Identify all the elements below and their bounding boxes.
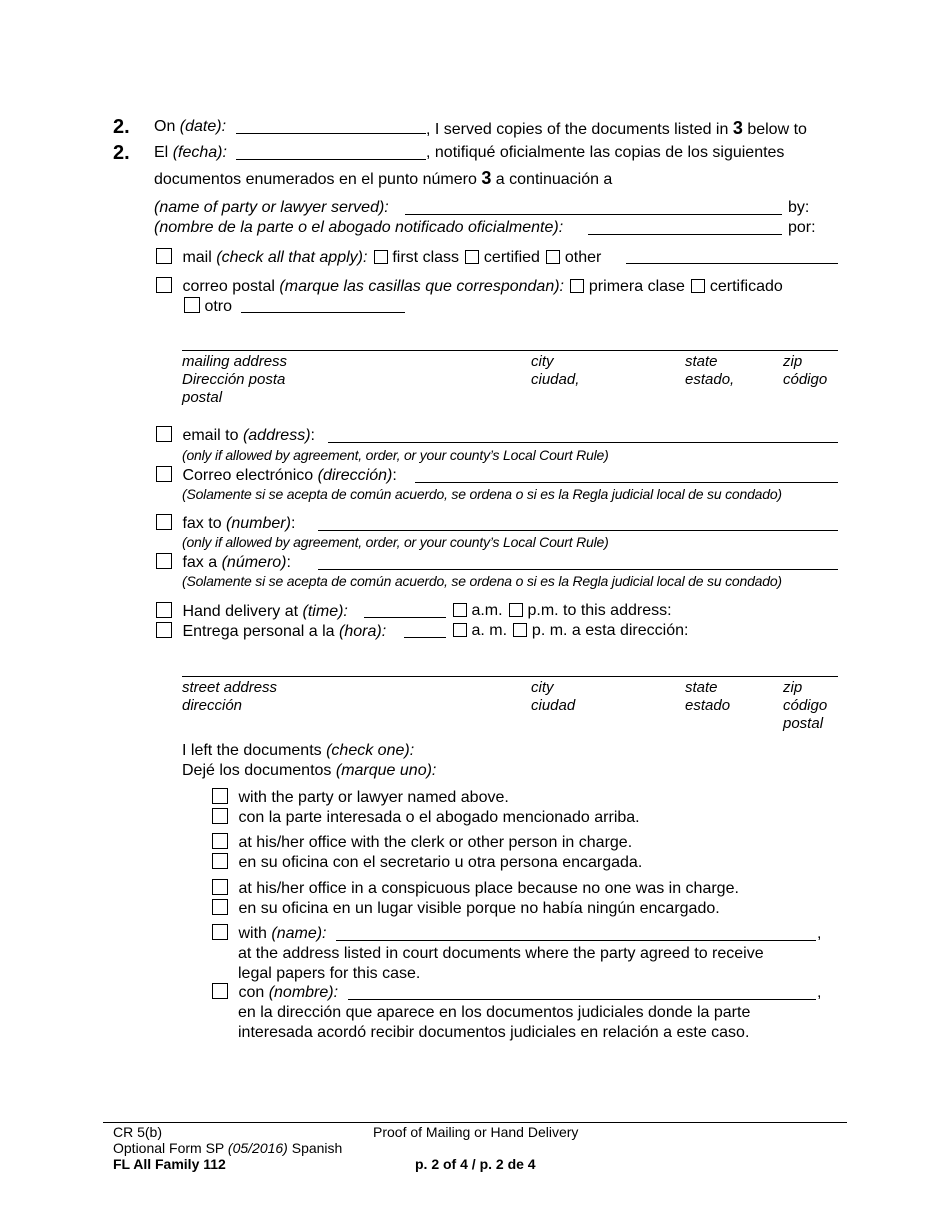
correo-electronico-checkbox[interactable] xyxy=(156,466,172,482)
option-party-es-checkbox[interactable] xyxy=(212,808,228,824)
correo-row xyxy=(156,277,783,296)
mailing-address-es2: postal xyxy=(182,389,223,406)
correo-electronico-field[interactable] xyxy=(415,482,838,483)
certified-label: certified xyxy=(483,249,540,266)
entrega-checkbox[interactable] xyxy=(156,622,172,638)
city-en: city xyxy=(531,353,554,370)
con-label: con xyxy=(238,984,265,1001)
email-field[interactable] xyxy=(328,442,838,443)
continuacion-text: a continuación a xyxy=(495,171,613,188)
mail-checkbox[interactable] xyxy=(156,248,172,264)
pm-checkbox[interactable] xyxy=(509,603,523,617)
hand-delivery-hint: (time): xyxy=(302,603,348,620)
street-zip-label xyxy=(783,679,827,733)
otro-row xyxy=(184,297,232,316)
street-zip-en: zip xyxy=(783,679,803,696)
certified-checkbox[interactable] xyxy=(465,250,479,264)
fecha-label: (fecha): xyxy=(172,144,227,161)
left-docs-en xyxy=(182,742,414,760)
mailing-address-label xyxy=(182,353,287,407)
party-name-field[interactable] xyxy=(405,214,782,215)
street-state-en: state xyxy=(685,679,718,696)
documentos-text: documentos enumerados en el punto número xyxy=(154,171,477,188)
con-nombre-line3: interesada acordó recibir documentos judiciales en relación a este caso. xyxy=(238,1024,750,1041)
hand-delivery-row xyxy=(156,602,348,621)
option-conspicuous-es-label: en su oficina en un lugar visible porque no había ningún encargado. xyxy=(238,900,720,917)
served-copies-text xyxy=(426,118,807,139)
con-nombre-comma: , xyxy=(817,984,822,1001)
email-row: email to (address): xyxy=(156,426,315,445)
fax-a-hint: (número) xyxy=(221,554,287,571)
street-state-es: estado xyxy=(685,697,731,714)
option-con-nombre-checkbox[interactable] xyxy=(212,983,228,999)
first-class-checkbox[interactable] xyxy=(374,250,388,264)
with-label: with xyxy=(238,925,267,942)
am-label: a.m. xyxy=(471,602,503,619)
option-conspicuous-en xyxy=(212,879,739,898)
party-name-field-es[interactable] xyxy=(588,234,782,235)
street-city-label xyxy=(531,679,575,715)
correo-electronico-label: Correo electrónico xyxy=(182,467,314,484)
hora-field[interactable] xyxy=(404,637,446,638)
item-number: 2. xyxy=(113,116,130,138)
other-checkbox[interactable] xyxy=(546,250,560,264)
entrega-row xyxy=(156,622,386,641)
street-address-es: dirección xyxy=(182,697,243,714)
correo-label: correo postal xyxy=(182,278,275,295)
footer-title: Proof of Mailing or Hand Delivery xyxy=(373,1124,579,1140)
footer-optional-text: Optional Form SP xyxy=(113,1140,225,1156)
left-docs-es-hint: (marque uno): xyxy=(335,762,437,779)
pm-label: p.m. to this address: xyxy=(527,602,672,619)
fax-field[interactable] xyxy=(318,530,838,531)
left-docs-hint: (check one): xyxy=(326,742,415,759)
option-con-nombre xyxy=(212,983,338,1002)
entrega-hint: (hora): xyxy=(339,623,387,640)
with-name-line3: legal papers for this case. xyxy=(238,965,421,982)
option-clerk-checkbox[interactable] xyxy=(212,833,228,849)
mail-other-field[interactable] xyxy=(626,263,838,264)
por-text: por: xyxy=(788,219,816,236)
otro-checkbox[interactable] xyxy=(184,297,200,313)
email-note-es: (Solamente si se acepta de común acuerdo, se ordena o si es la Regla judicial local de su condado) xyxy=(182,486,782,502)
otro-label: otro xyxy=(204,298,233,315)
option-with-name-checkbox[interactable] xyxy=(212,924,228,940)
option-clerk-es xyxy=(212,853,642,872)
mail-label: mail xyxy=(182,249,212,266)
certificado-label: certificado xyxy=(709,278,783,295)
am-es-checkbox[interactable] xyxy=(453,623,467,637)
with-name-line2: at the address listed in court documents where the party agreed to receive xyxy=(238,945,764,962)
email-checkbox[interactable] xyxy=(156,426,172,442)
correo-hint: (marque las casillas que correspondan): xyxy=(279,278,564,295)
fax-note-en: (only if allowed by agreement, order, or your county’s Local Court Rule) xyxy=(182,534,609,550)
option-clerk-label: at his/her office with the clerk or other person in charge. xyxy=(238,834,633,851)
with-name-hint: (name): xyxy=(271,925,327,942)
mail-row xyxy=(156,248,601,267)
fax-checkbox[interactable] xyxy=(156,514,172,530)
mailing-zip-label xyxy=(783,353,827,389)
party-label-en: (name of party or lawyer served): xyxy=(154,199,389,216)
con-nombre-description xyxy=(238,1003,750,1043)
correo-electronico-hint: (dirección) xyxy=(317,467,393,484)
footer-optional xyxy=(113,1140,342,1156)
fax-a-checkbox[interactable] xyxy=(156,553,172,569)
item-number-es: 2. xyxy=(113,142,130,164)
with-name-description xyxy=(238,944,764,984)
fax-a-field[interactable] xyxy=(318,569,838,570)
fax-note-es: (Solamente si se acepta de común acuerdo, se ordena o si es la Regla judicial local de su condado) xyxy=(182,573,782,589)
zip-es: código xyxy=(783,371,828,388)
footer-optional-lang: Spanish xyxy=(291,1140,343,1156)
first-class-label: first class xyxy=(392,249,460,266)
pm-es-checkbox[interactable] xyxy=(513,623,527,637)
fax-row: fax to (number): xyxy=(156,514,295,533)
fax-label: fax to xyxy=(182,515,222,532)
street-address-field[interactable] xyxy=(182,676,838,677)
option-conspicuous-es xyxy=(212,899,720,918)
mailing-city-label xyxy=(531,353,579,389)
option-clerk-en xyxy=(212,833,632,852)
city-es: ciudad, xyxy=(531,371,580,388)
date-label: (date): xyxy=(179,118,227,135)
option-conspicuous-checkbox[interactable] xyxy=(212,879,228,895)
mailing-address-en: mailing address xyxy=(182,353,288,370)
served-date-en xyxy=(154,118,226,136)
footer-left xyxy=(113,1124,342,1172)
footer-code: CR 5(b) xyxy=(113,1124,163,1140)
notifique-text: , notifiqué oficialmente las copias de los siguientes xyxy=(426,144,785,161)
below-to-text: below to xyxy=(747,121,807,138)
option-party-es-label: con la parte interesada o el abogado mencionado arriba. xyxy=(238,809,640,826)
street-zip-es2: postal xyxy=(783,715,824,732)
con-nombre-field[interactable] xyxy=(348,999,816,1000)
documentos-line xyxy=(154,168,612,189)
option-clerk-es-label: en su oficina con el secretario u otra persona encargada. xyxy=(238,854,643,871)
am-es-label: a. m. xyxy=(471,622,508,639)
entrega-label: Entrega personal a la xyxy=(182,623,335,640)
street-state-label xyxy=(685,679,730,715)
option-party-en xyxy=(212,788,509,807)
mailing-address-field[interactable] xyxy=(182,350,838,351)
option-conspicuous-label: at his/her office in a conspicuous place because no one was in charge. xyxy=(238,880,739,897)
served-copies-phrase: , I served copies of the documents listed in xyxy=(426,121,729,138)
served-date-es xyxy=(154,144,227,162)
option-with-name xyxy=(212,924,326,943)
by-text: by: xyxy=(788,199,810,216)
left-docs-label: I left the documents xyxy=(182,742,322,759)
email-note-en: (only if allowed by agreement, order, or your county’s Local Court Rule) xyxy=(182,447,609,463)
hand-ampm xyxy=(453,602,672,620)
correo-electronico-row: Correo electrónico (dirección): xyxy=(156,466,397,485)
pm-es-label: p. m. a esta dirección: xyxy=(531,622,689,639)
footer-optional-date: (05/2016) xyxy=(227,1140,288,1156)
mailing-address-es: Dirección posta xyxy=(182,371,286,388)
street-address-en: street address xyxy=(182,679,278,696)
item-ref-es: 3 xyxy=(481,168,492,188)
certificado-checkbox[interactable] xyxy=(691,279,705,293)
fax-a-row: fax a (número): xyxy=(156,553,291,572)
left-docs-es-label: Dejé los documentos xyxy=(182,762,332,779)
fax-a-label: fax a xyxy=(182,554,218,571)
street-zip-es: código xyxy=(783,697,828,714)
street-address-label xyxy=(182,679,277,715)
entrega-ampm xyxy=(453,622,688,640)
on-text: On xyxy=(154,118,176,135)
street-city-en: city xyxy=(531,679,554,696)
left-docs-es xyxy=(182,762,436,780)
correo-checkbox[interactable] xyxy=(156,277,172,293)
el-text: El xyxy=(154,144,169,161)
with-name-field[interactable] xyxy=(336,940,816,941)
mailing-state-label xyxy=(685,353,734,389)
state-en: state xyxy=(685,353,718,370)
with-name-comma: , xyxy=(817,925,822,942)
option-party-label: with the party or lawyer named above. xyxy=(238,789,509,806)
footer-rule xyxy=(103,1122,847,1123)
other-label: other xyxy=(564,249,602,266)
party-label-es: (nombre de la parte o el abogado notificado oficialmente): xyxy=(154,219,564,236)
email-hint: (address) xyxy=(242,427,311,444)
primera-clase-checkbox[interactable] xyxy=(570,279,584,293)
otro-field[interactable] xyxy=(241,312,405,313)
option-party-checkbox[interactable] xyxy=(212,788,228,804)
primera-clase-label: primera clase xyxy=(588,278,685,295)
am-checkbox[interactable] xyxy=(453,603,467,617)
hand-time-field[interactable] xyxy=(364,617,446,618)
date-field-en[interactable] xyxy=(236,133,426,134)
footer-form-id: FL All Family 112 xyxy=(113,1156,226,1172)
option-party-es xyxy=(212,808,640,827)
date-field-es[interactable] xyxy=(236,159,426,160)
con-nombre-line2: en la dirección que aparece en los documentos judiciales donde la parte xyxy=(238,1004,751,1021)
zip-en: zip xyxy=(783,353,803,370)
email-label: email to xyxy=(182,427,239,444)
footer-page: p. 2 of 4 / p. 2 de 4 xyxy=(415,1156,536,1172)
con-nombre-hint: (nombre): xyxy=(268,984,339,1001)
hand-delivery-checkbox[interactable] xyxy=(156,602,172,618)
state-es: estado, xyxy=(685,371,735,388)
hand-delivery-label: Hand delivery at xyxy=(182,603,299,620)
item-ref: 3 xyxy=(732,118,743,138)
option-conspicuous-es-checkbox[interactable] xyxy=(212,899,228,915)
fax-hint: (number) xyxy=(226,515,291,532)
street-city-es: ciudad xyxy=(531,697,576,714)
option-clerk-es-checkbox[interactable] xyxy=(212,853,228,869)
mail-hint: (check all that apply): xyxy=(216,249,368,266)
